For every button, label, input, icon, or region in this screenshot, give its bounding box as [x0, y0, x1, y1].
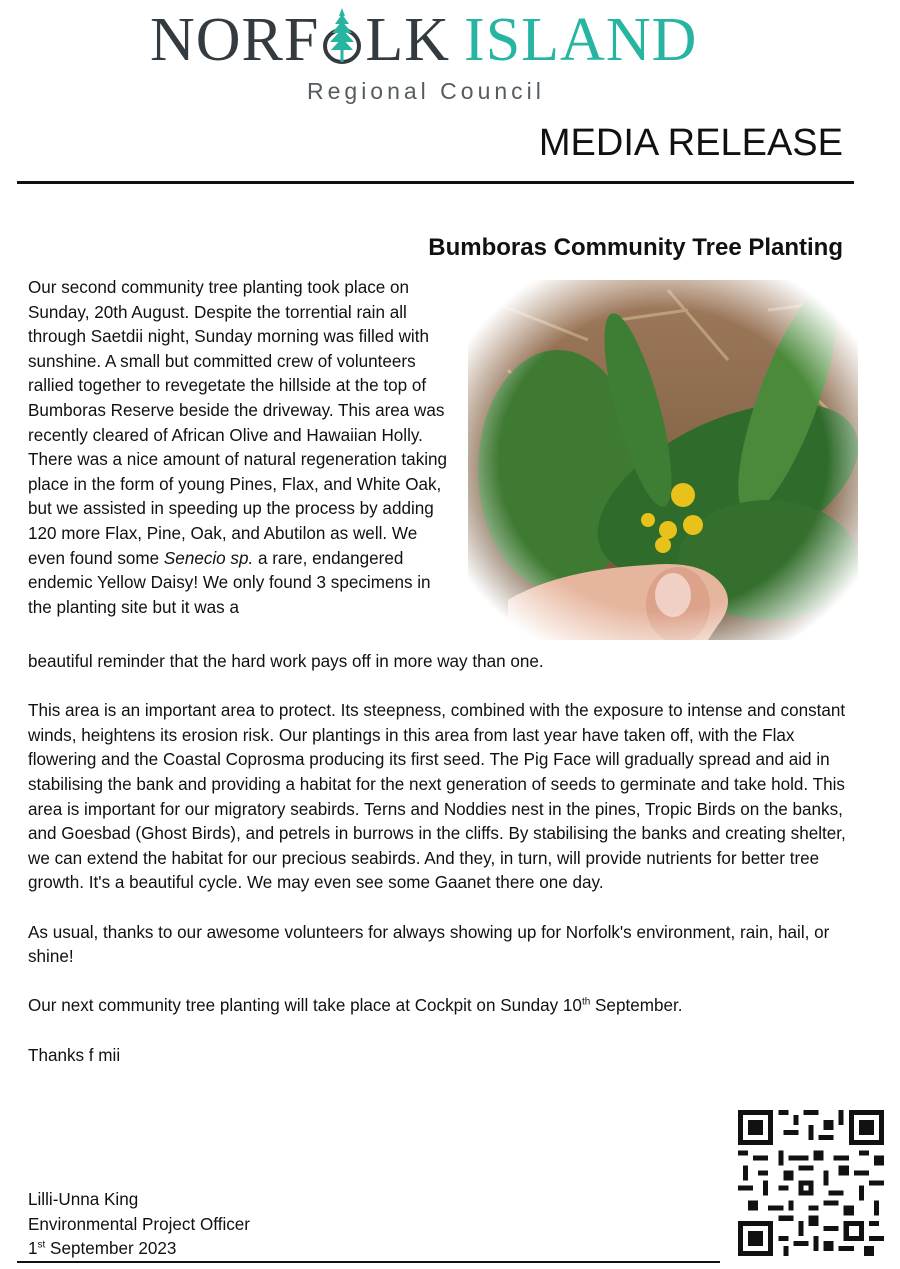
paragraph-2: This area is an important area to protect. Its steepness, combined with the exposure to intense and constant winds, heightens its erosion risk. Our plantings in this area from last year have taken off, with the Flax flowering and the Coastal Coprosma producing its first seed. The Pig Face will gradually spread and aid in stabilising the bank and providing a habitat for the next generation of seeds to germinate and take hold. This area is important for our migratory seabirds. Terns and Noddies nest in the pines, Tropic Birds on the banks, and Goesbad (Ghost Birds), and petrels in burrows in the cliffs. By stabilising the banks and creating shelter, we can extend the habitat for our precious seabirds. And they, in turn, will provide nutrients for better tree growth. It's a beautiful cycle. We may even see some Gaanet there one day.	[28, 701, 846, 893]
logo-word-island: ISLAND	[464, 6, 698, 74]
yellow-daisy-photo	[468, 280, 858, 640]
footer-divider	[17, 1261, 720, 1263]
logo-subtitle: Regional Council	[307, 78, 545, 104]
signature-date: 1st September 2023	[28, 1239, 177, 1259]
paragraph-3: As usual, thanks to our awesome volunteers for always showing up for Norfolk's environment, rain, hail, or shine!	[28, 922, 830, 967]
paragraph-1: Our second community tree planting took place on Sunday, 20th August. Despite the torrential rain all through Saetdii night, Sunday morning was filled with sunshine. A small but committed crew of volunteers rallied together to revegetate the hillside at the top of Bumboras Reserve beside the driveway. This area was recently cleared of African Olive and Hawaiian Holly. There was a nice amount of natural regeneration taking place in the form of young Pines, Flax, and White Oak, but we assisted in speeding up the process by adding 120 more Flax, Pine, Oak, and Abutilon as well. We even found some Senecio sp. a rare, endangered endemic Yellow Daisy! We only found 3 specimens in the planting site but it was a beautiful reminder that the hard work pays off in more way than one.	[28, 278, 544, 671]
signature-title: Environmental Project Officer	[28, 1214, 250, 1234]
signature-block	[28, 1188, 250, 1262]
logo-word-norfolk-part1: NORF	[150, 6, 320, 74]
qr-code-icon[interactable]	[738, 1110, 884, 1256]
council-logo	[0, 0, 900, 110]
header-divider	[17, 181, 854, 184]
article-body	[28, 276, 848, 1093]
logo-wordmark	[150, 8, 697, 72]
signature-name: Lilli-Unna King	[28, 1190, 139, 1209]
article-headline: Bumboras Community Tree Planting	[428, 234, 843, 261]
species-name: Senecio sp.	[163, 548, 254, 568]
paragraph-4: Our next community tree planting will take place at Cockpit on Sunday 10th September.	[28, 996, 683, 1016]
norfolk-pine-icon	[320, 8, 364, 64]
paragraph-5: Thanks f mii	[28, 1045, 121, 1065]
document-type-title: MEDIA RELEASE	[538, 122, 843, 164]
logo-word-norfolk-part2: LK	[365, 6, 451, 74]
